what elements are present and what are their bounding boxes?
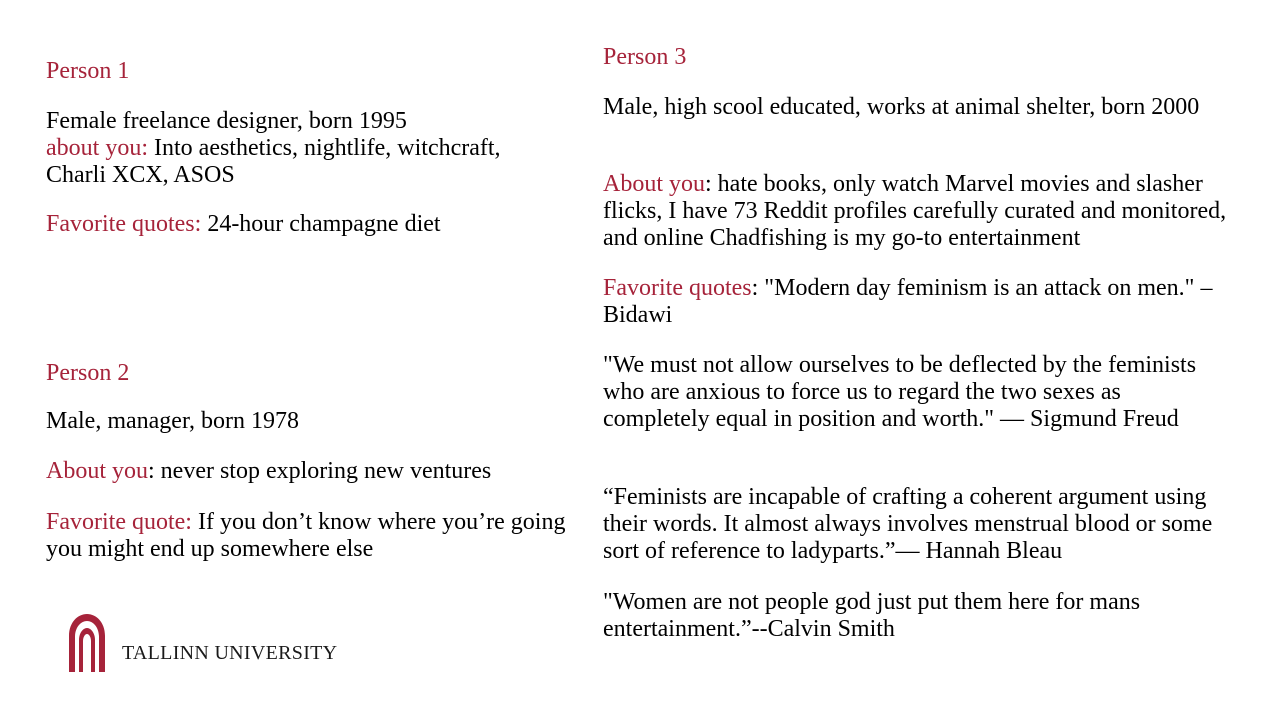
person3-about [603, 171, 1233, 252]
person3-about-label: About you [603, 171, 705, 197]
person2-description: Male, manager, born 1978 [46, 408, 299, 434]
person3-description: Male, high scool educated, works at animal shelter, born 2000 [603, 94, 1200, 120]
person3-quote [603, 275, 1233, 329]
tallinn-university-arch-icon [66, 612, 108, 674]
person1-description: Female freelance designer, born 1995 [46, 108, 407, 134]
person2-quote [46, 509, 566, 563]
person3-quote-4: "Women are not people god just put them here for mans entertainment.”--Calvin Smith [603, 589, 1141, 642]
person2-quote-label: Favorite quote: [46, 509, 192, 535]
person1-quote-text: 24-hour champagne diet [201, 211, 441, 237]
person1-quote [46, 211, 566, 238]
person1-quote-label: Favorite quotes: [46, 211, 202, 237]
person2-quote-text: If you don’t know where you’re going you might end up somewhere else [46, 509, 566, 562]
person1-title: Person 1 [46, 58, 130, 84]
logo-text: TALLINN UNIVERSITY [122, 642, 338, 664]
person3-quote-2: "We must not allow ourselves to be deflected by the feminists who are anxious to force us to regard the two sexes as completely equal in position and worth." — Sigmund Freud [603, 352, 1197, 432]
person1-about [46, 135, 566, 189]
tallinn-university-logo [66, 612, 366, 674]
person2-title: Person 2 [46, 360, 130, 386]
person2-about-text: : never stop exploring new ventures [148, 458, 492, 484]
person3-quote-text: : "Modern day feminism is an attack on men." –Bidawi [603, 275, 1213, 328]
person3-about-text: : hate books, only watch Marvel movies and slasher flicks, I have 73 Reddit profiles carefully curated and monitored, and online Chadfishing is my go-to entertainment [603, 171, 1227, 251]
person3-title: Person 3 [603, 44, 687, 70]
person1-about-label: about you: [46, 135, 148, 161]
person2-about [46, 458, 566, 485]
person2-about-label: About you [46, 458, 148, 484]
person3-quote-label: Favorite quotes [603, 275, 752, 301]
person3-quote-3: “Feminists are incapable of crafting a coherent argument using their words. It almost always involves menstrual blood or some sort of reference to ladyparts.”— Hannah Bleau [603, 484, 1213, 564]
person1-about-text: Into aesthetics, nightlife, witchcraft, Charli XCX, ASOS [46, 135, 501, 188]
